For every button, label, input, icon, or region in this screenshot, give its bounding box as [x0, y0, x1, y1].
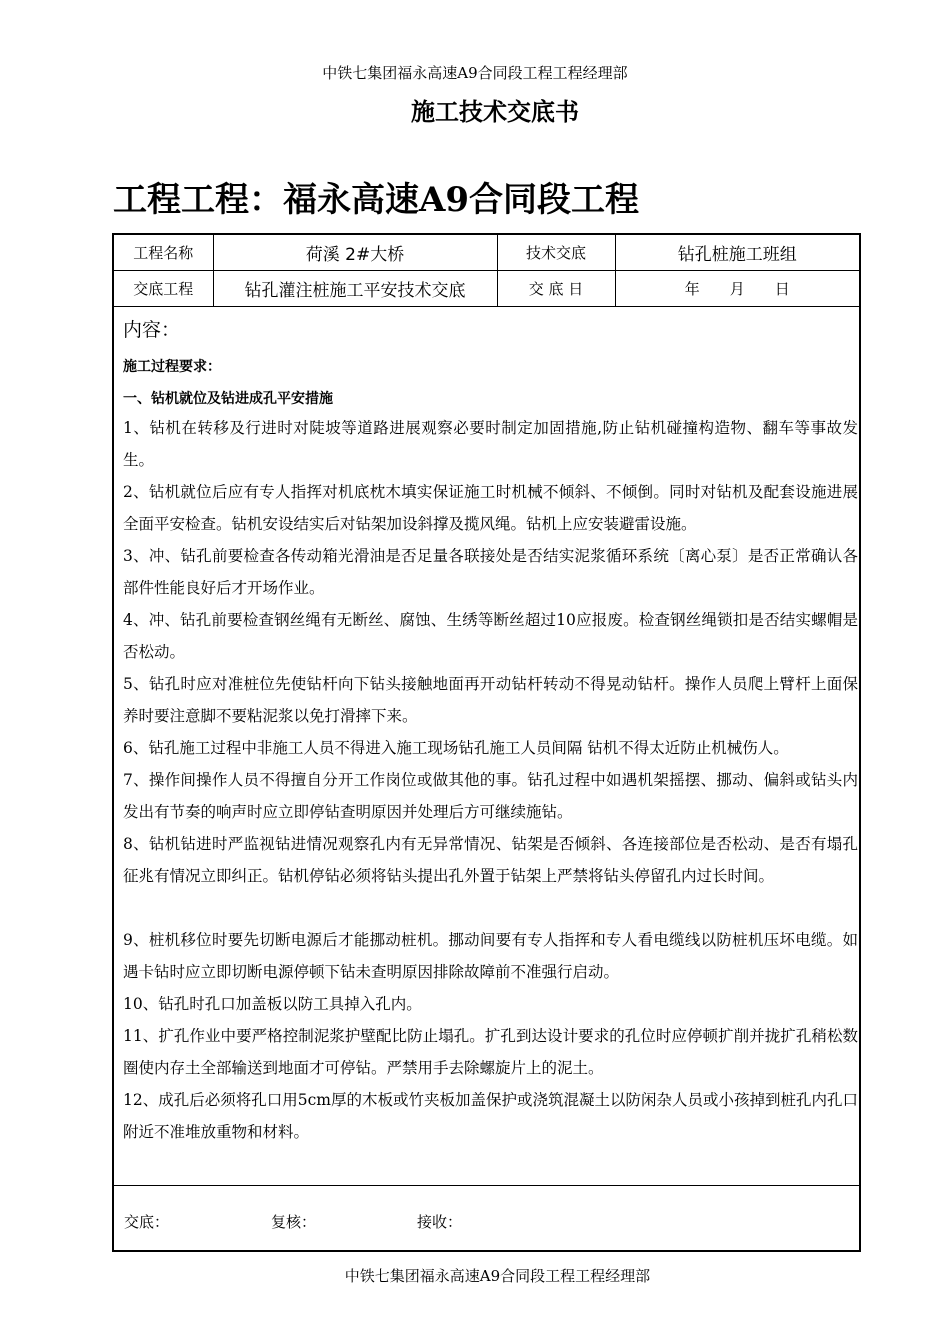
info-row-1 [114, 235, 859, 271]
list-item: 9、桩机移位时要先切断电源后才能挪动桩机。挪动间要有专人指挥和专人看电缆线以防桩机压坏电缆。如遇卡钻时应立即切断电源停顿下钻未查明原因排除故障前不准强行启动。 [123, 931, 858, 981]
list-item: 10、钻孔时孔口加盖板以防工具掉入孔内。 [123, 995, 422, 1013]
info-table [114, 235, 859, 307]
handover-label: 交底工程 [114, 271, 213, 307]
list-item: 8、钻机钻进时严监视钻进情况观察孔内有无异常情况、钻架是否倾斜、各连接部位是否松动、是否有塌孔征兆有情况立即纠正。钻机停钻必须将钻头提出孔外置于钻架上严禁将钻头停留孔内过长时间。 [123, 835, 858, 885]
handover-signature: 交底： [124, 1213, 170, 1231]
info-row-2 [114, 271, 859, 307]
content-label: 内容： [123, 319, 181, 341]
list-item: 7、操作间操作人员不得擅自分开工作岗位或做其他的事。钻孔过程中如遇机架摇摆、挪动、偏斜或钻头内发出有节奏的响声时应立即停钻查明原因并处理后方可继续施钻。 [123, 771, 858, 821]
date-label: 交 底 日 [497, 271, 615, 307]
page-footer: 中铁七集团福永高速A9合同段工程工程经理部 [344, 1267, 651, 1285]
section-title: 施工过程要求： [123, 359, 221, 375]
subsection-title: 一、钻机就位及钻进成孔平安措施 [123, 391, 333, 407]
list-item: 11、扩孔作业中要严格控制泥浆护壁配比防止塌孔。扩孔到达设计要求的孔位时应停顿扩削并拢扩孔稍松数圈使内存土全部输送到地面才可停钻。严禁用手去除螺旋片上的泥土。 [123, 1027, 858, 1077]
list-item: 2、钻机就位后应有专人指挥对机底枕木填实保证施工时机械不倾斜、不倾倒。同时对钻机及配套设施进展全面平安检查。钻机安设结实后对钻架加设斜撑及揽风绳。钻机上应安装避雷设施。 [123, 483, 858, 533]
handover-value: 钻孔灌注桩施工平安技术交底 [213, 271, 497, 307]
list-item: 12、成孔后必须将孔口用5cm厚的木板或竹夹板加盖保护或浇筑混凝土以防闲杂人员或小孩掉到桩孔内孔口附近不准堆放重物和材料。 [123, 1091, 858, 1141]
document-title: 施工技术交底书 [411, 98, 579, 126]
project-heading: 工程工程：福永高速A9合同段工程 [113, 180, 640, 220]
list-item: 4、冲、钻孔前要检查钢丝绳有无断丝、腐蚀、生绣等断丝超过10应报废。检查钢丝绳锁扣是否结实螺帽是否松动。 [123, 611, 858, 661]
list-item: 1、钻机在转移及行进时对陡坡等道路进展观察必要时制定加固措施,防止钻机碰撞构造物、翻车等事故发生。 [123, 419, 858, 469]
list-item: 3、冲、钻孔前要检查各传动箱光滑油是否足量各联接处是否结实泥浆循环系统〔离心泵〕是否正常确认各部件性能良好后才开场作业。 [123, 547, 858, 597]
page-header: 中铁七集团福永高速A9合同段工程工程经理部 [322, 64, 628, 82]
list-item: 6、钻孔施工过程中非施工人员不得进入施工现场钻孔施工人员间隔 钻机不得太近防止机械伤人。 [123, 739, 789, 757]
date-value: 年 月 日 [615, 271, 859, 307]
signature-row [114, 1185, 859, 1251]
review-signature: 复核： [271, 1213, 317, 1231]
project-name-value: 荷溪 2#大桥 [213, 235, 497, 271]
list-item: 5、钻孔时应对准桩位先使钻杆向下钻头接触地面再开动钻杆转动不得晃动钻杆。操作人员爬上臂杆上面保养时要注意脚不要粘泥浆以免打滑摔下来。 [123, 675, 858, 725]
tech-label: 技术交底 [497, 235, 615, 271]
project-name-label: 工程名称 [114, 235, 213, 271]
receive-signature: 接收： [417, 1213, 463, 1231]
tech-value: 钻孔桩施工班组 [615, 235, 859, 271]
handover-form [112, 233, 861, 1252]
